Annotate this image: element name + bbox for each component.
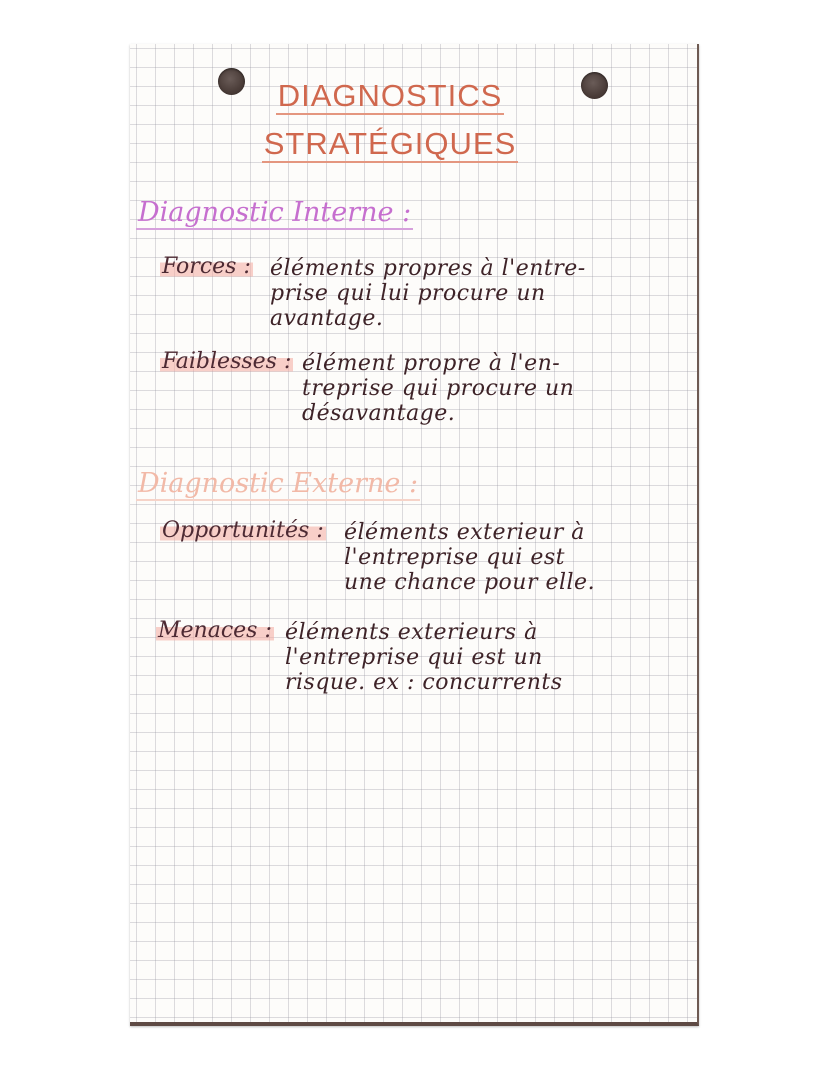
definition-line: avantage. — [270, 306, 384, 331]
term-menaces: Menaces : — [158, 618, 272, 643]
notebook-page — [130, 44, 699, 1026]
term-faiblesses: Faiblesses : — [162, 349, 292, 374]
punch-hole-right — [581, 72, 608, 99]
definition-line: éléments exterieur à — [344, 520, 585, 545]
definition-line: l'entreprise qui est — [344, 545, 566, 570]
definition-line: l'entreprise qui est un — [285, 645, 543, 670]
definition-opportunites — [344, 520, 595, 595]
definition-line: treprise qui procure un — [302, 376, 575, 401]
punch-hole-left — [218, 68, 245, 95]
term-forces: Forces : — [162, 254, 251, 279]
term-opportunites: Opportunités : — [162, 518, 324, 543]
page-title-line-2: STRATÉGIQUES — [263, 126, 517, 161]
section-heading-external: Diagnostic Externe : — [138, 468, 419, 499]
definition-forces — [270, 256, 586, 331]
definition-menaces — [285, 620, 563, 695]
definition-line: élément propre à l'en- — [302, 351, 561, 376]
definition-faiblesses — [302, 351, 574, 426]
definition-line: risque. ex : concurrents — [285, 670, 563, 695]
definition-line: désavantage. — [302, 401, 456, 426]
definition-line: éléments propres à l'entre- — [270, 256, 586, 281]
definition-line: une chance pour elle. — [344, 570, 596, 595]
definition-line: prise qui lui procure un — [270, 281, 546, 306]
definition-line: éléments exterieurs à — [285, 620, 538, 645]
section-heading-internal: Diagnostic Interne : — [138, 197, 412, 228]
page-title-line-1: DIAGNOSTICS — [277, 78, 503, 113]
